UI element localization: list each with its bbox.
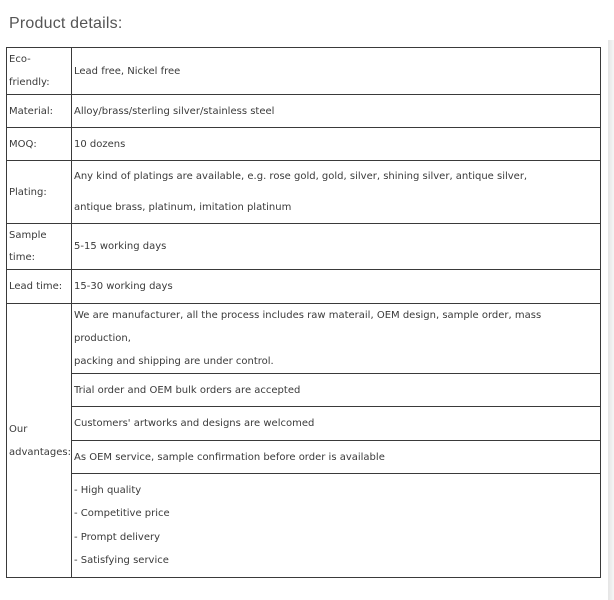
table-row-advantages-artworks (7, 407, 601, 441)
advantage-trial-order: Trial order and OEM bulk orders are accepted (72, 374, 601, 407)
row-label-advantages: Our advantages: (7, 304, 72, 578)
row-label-plating: Plating: (7, 161, 72, 224)
table-row-moq (7, 128, 601, 161)
plating-line-2: antique brass, platinum, imitation platinum (74, 202, 292, 213)
row-value-eco-friendly: Lead free, Nickel free (72, 48, 601, 95)
table-row-sample-time (7, 224, 601, 270)
row-value-material: Alloy/brass/sterling silver/stainless steel (72, 95, 601, 128)
table-row-material (7, 95, 601, 128)
table-row-advantages-manufacturer (7, 304, 601, 374)
table-row-plating (7, 161, 601, 224)
table-row-advantages-oem (7, 441, 601, 474)
list-item: - Prompt delivery (74, 531, 160, 543)
plating-line-1: Any kind of platings are available, e.g. rose gold, gold, silver, shining silver, antique silver, (74, 171, 528, 182)
row-label-sample-time: Sample time: (7, 224, 72, 270)
row-label-eco-friendly (7, 48, 72, 95)
scroll-shadow (608, 40, 614, 600)
advantage-manufacturer (72, 304, 601, 374)
eco-friendly-label: Eco-friendly: (9, 54, 50, 88)
row-value-lead-time: 15-30 working days (72, 270, 601, 304)
row-label-material: Material: (7, 95, 72, 128)
list-item: - Competitive price (74, 508, 170, 519)
row-label-lead-time: Lead time: (7, 270, 72, 304)
advantage-list (72, 474, 601, 578)
row-value-sample-time: 5-15 working days (72, 224, 601, 270)
advantage-artworks: Customers' artworks and designs are welcomed (72, 407, 601, 441)
list-item: - Satisfying service (74, 555, 169, 566)
page-title: Product details: (9, 15, 123, 32)
table-row-advantages-trial (7, 374, 601, 407)
table-row-advantages-list (7, 474, 601, 578)
row-label-moq: MOQ: (7, 128, 72, 161)
table-row-eco-friendly (7, 48, 601, 95)
table-row-lead-time (7, 270, 601, 304)
manufacturer-line-1: We are manufacturer, all the process includes raw materail, OEM design, sample order, mass production, (74, 310, 542, 344)
manufacturer-line-2: packing and shipping are under control. (74, 356, 274, 367)
product-details-table (6, 47, 601, 578)
row-value-plating (72, 161, 601, 224)
row-value-moq: 10 dozens (72, 128, 601, 161)
list-item: - High quality (74, 484, 142, 496)
advantage-oem-service: As OEM service, sample confirmation before order is available (72, 441, 601, 474)
